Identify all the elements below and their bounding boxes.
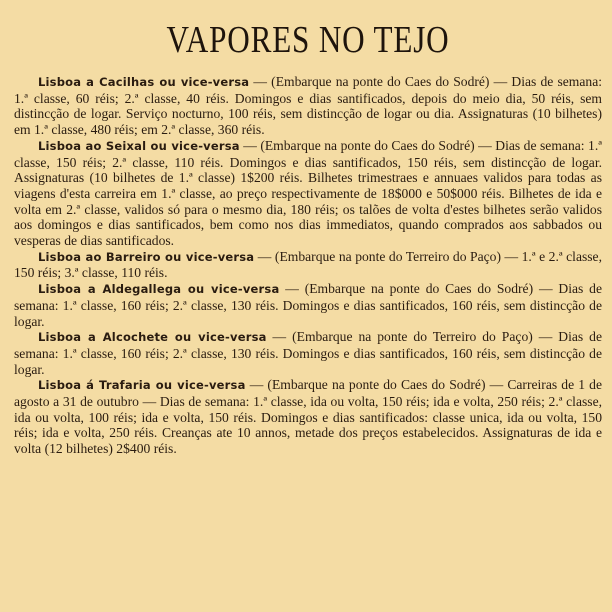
entry-barreiro (14, 249, 602, 281)
entry-cacilhas (14, 74, 602, 138)
route-name: Lisboa á Trafaria ou vice-versa (38, 378, 246, 393)
route-name: Lisboa ao Seixal ou vice-versa (38, 138, 240, 153)
route-name: Lisboa ao Barreiro ou vice-versa (38, 249, 255, 264)
route-name: Lisboa a Alcochete ou vice-versa (38, 330, 267, 345)
entry-alcochete (14, 329, 602, 377)
page-title: VAPORES NO TEJO (166, 19, 450, 61)
route-details: — (Embarque na ponte do Terreiro do Paço) — 1.ª e 2.ª classe, 150 réis; 3.ª classe, 110 réis. (14, 248, 602, 281)
route-details: — (Embarque na ponte do Caes do Sodré) — Dias de semana: 1.ª classe, 160 réis; 2.ª classe, 130 réis. Domingos e dias santificados, 160 réis, sem distincção de logar. (14, 281, 602, 329)
route-details: — (Embarque na ponte do Terreiro do Paço) — Dias de semana: 1.ª classe, 160 réis; 2.ª classe, 130 réis. Domingos e dias santificados, 160 réis, sem distincção de logar. (14, 329, 602, 377)
entry-aldegallega (14, 281, 602, 329)
entry-seixal (14, 138, 602, 249)
entry-trafaria (14, 377, 602, 457)
route-details: — (Embarque na ponte do Caes do Sodré) — Carreiras de 1 de agosto a 31 de outubro — Dias de semana: 1.ª classe, ida ou volta, 150 réis; ida e volta, 250 réis; 2.ª classe, ida ou volta, 100 réis; ida e volta, 150 réis. Domingos e dias santificados: classe unica, ida ou volta, 150 réis; ida e volta, 250 réis. Creanças ate 10 annos, metade dos preços estabelecidos. Assignaturas de ida e volta (12 bilhetes) 2$400 réis. (14, 377, 602, 457)
route-name: Lisboa a Aldegallega ou vice-versa (38, 282, 280, 297)
route-details: — (Embarque na ponte do Caes do Sodré) — Dias de semana: 1.ª classe, 150 réis; 2.ª classe, 110 réis. Domingos e dias santificados, 150 réis, sem distincção de logar. Assignaturas (10 bilhetes de 1.ª classe) 1$200 réis. Bilhetes trimestraes e annuaes validos para todas as viagens d'esta carreira em 1.ª classe, ao preço respectivamente de 18$000 e 50$000 réis. Bilhetes de ida e volta em 2.ª classe, validos só para o mesmo dia, 180 réis; os talões de volta d'estes bilhetes serão validos aos domingos e dias santificados, bem como nos dias immediatos, quando comprados aos sabbados ou vesperas de dias santificados. (14, 137, 602, 249)
route-details: — (Embarque na ponte do Caes do Sodré) — Dias de semana: 1.ª classe, 60 réis; 2.ª classe, 40 réis. Domingos e dias santificados, depois do meio dia, 50 réis, sem distincção de logar. Serviço nocturno, 100 réis, sem distincção de logar ou dia. Assignaturas (10 bilhetes) em 1.ª classe, 480 réis; em 2.ª classe, 360 réis. (14, 74, 603, 138)
route-name: Lisboa a Cacilhas ou vice-versa (38, 75, 250, 89)
